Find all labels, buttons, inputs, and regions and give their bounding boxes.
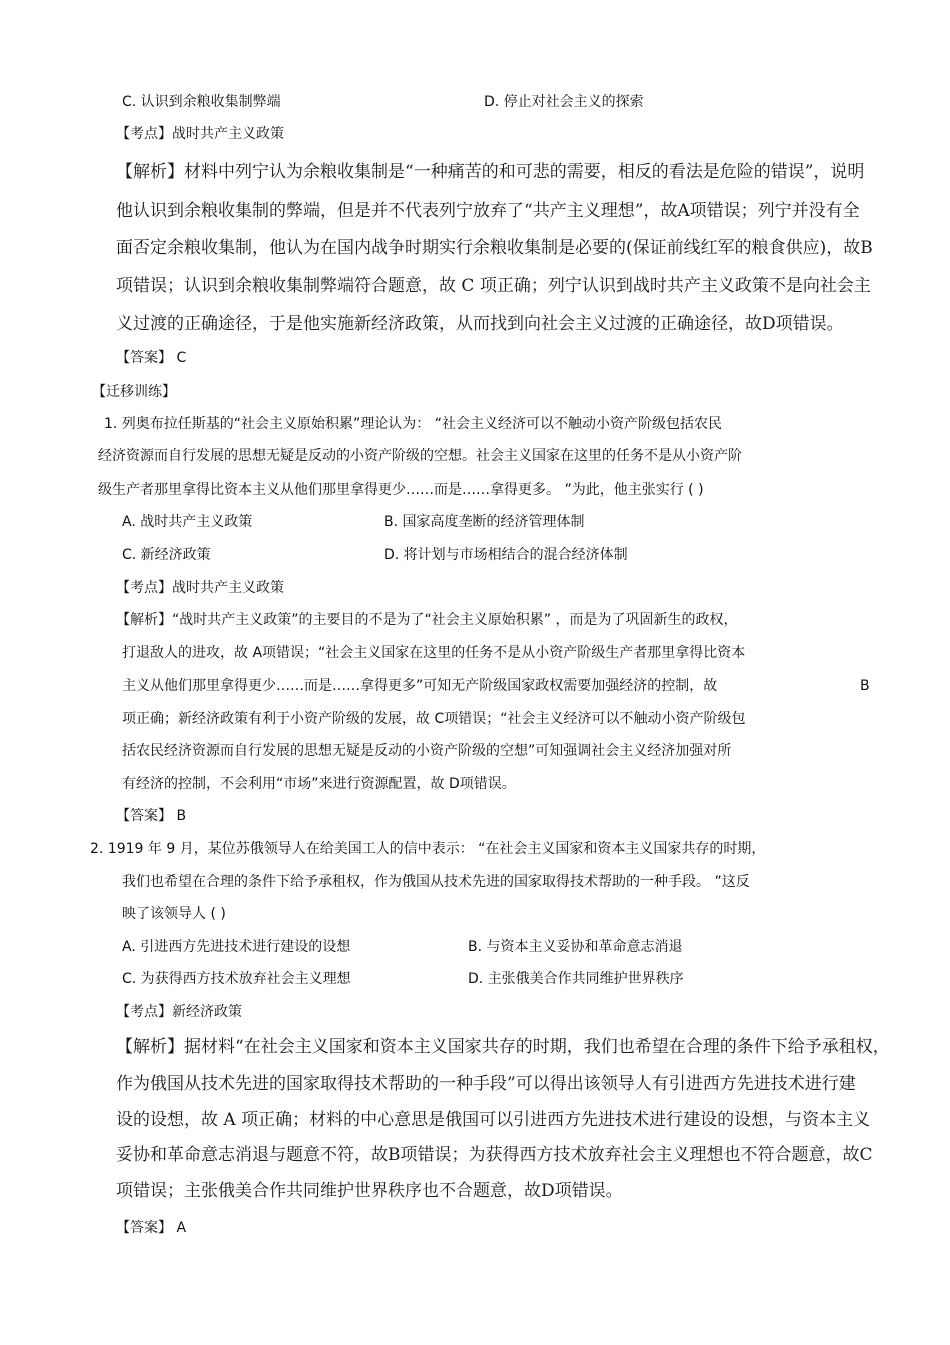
analysis-line: 项正确；新经济政策有利于小资产阶级的发展，故 C项错误；“社会主义经济可以不触动小资产阶级包 — [122, 711, 746, 727]
question-line: 1. 列奥布拉任斯基的“社会主义原始积累”理论认为： “社会主义经济可以不触动小资产阶级包括农民 — [104, 416, 723, 432]
option-a: A. 引进西方先进技术进行建设的设想 — [122, 939, 351, 955]
answer-label: 【答案】 B — [116, 808, 187, 824]
analysis-option-letter: B — [860, 678, 870, 694]
analysis-line: 义过渡的正确途径，于是他实施新经济政策，从而找到向社会主义过渡的正确途径，故D项错误。 — [116, 314, 844, 334]
analysis-line: 【解析】材料中列宁认为余粮收集制是“一种痛苦的和可悲的需要，相反的看法是危险的错误”，说明 — [116, 162, 865, 182]
option-d: D. 将计划与市场相结合的混合经济体制 — [384, 547, 628, 563]
option-c: C. 认识到余粮收集制弊端 — [122, 94, 281, 110]
analysis-line: 【解析】据材料“在社会主义国家和资本主义国家共存的时期，我们也希望在合理的条件下给予承租权， — [116, 1037, 890, 1057]
analysis-line: 项错误；主张俄美合作共同维护世界秩序也不合题意，故D项错误。 — [116, 1181, 623, 1201]
section-title: 【迁移训练】 — [92, 384, 176, 400]
option-d: D. 主张俄美合作共同维护世界秩序 — [468, 971, 684, 987]
analysis-line: 【解析】“战时共产主义政策”的主要目的不是为了“社会主义原始积累” ，而是为了巩固新生的政权， — [116, 612, 738, 628]
analysis-line: 妥协和革命意志消退与题意不符，故B项错误；为获得西方技术放弃社会主义理想也不符合题意，故C — [116, 1145, 873, 1165]
option-b: B. 与资本主义妥协和革命意志消退 — [468, 939, 683, 955]
kaodian-label: 【考点】战时共产主义政策 — [116, 580, 284, 596]
analysis-line: 项错误；认识到余粮收集制弊端符合题意，故 C 项正确；列宁认识到战时共产主义政策不是向社会主 — [116, 276, 871, 296]
analysis-line: 设的设想，故 A 项正确；材料的中心意思是俄国可以引进西方先进技术进行建设的设想，与资本主义 — [116, 1110, 871, 1130]
option-c: C. 为获得西方技术放弃社会主义理想 — [122, 971, 351, 987]
answer-label: 【答案】 A — [116, 1220, 187, 1236]
analysis-line: 打退敌人的进攻，故 A项错误；“社会主义国家在这里的任务不是从小资产阶级生产者那里拿得比资本 — [122, 645, 746, 661]
question-line: 经济资源而自行发展的思想无疑是反动的小资产阶级的空想。社会主义国家在这里的任务不是从小资产阶 — [98, 448, 742, 464]
option-a: A. 战时共产主义政策 — [122, 514, 253, 530]
analysis-line: 主义从他们那里拿得更少……而是……拿得更多”可知无产阶级国家政权需要加强经济的控制，故 — [122, 678, 718, 694]
question-line: 级生产者那里拿得比资本主义从他们那里拿得更少……而是……拿得更多。 ”为此，他主张实行 ( ) — [98, 482, 704, 498]
kaodian-label: 【考点】新经济政策 — [116, 1004, 242, 1020]
answer-label: 【答案】 C — [116, 350, 187, 366]
option-c: C. 新经济政策 — [122, 547, 211, 563]
analysis-line: 作为俄国从技术先进的国家取得技术帮助的一种手段”可以得出该领导人有引进西方先进技术进行建 — [116, 1074, 856, 1094]
analysis-line: 面否定余粮收集制，他认为在国内战争时期实行余粮收集制是必要的(保证前线红军的粮食供应)，故B — [116, 238, 873, 258]
analysis-line: 括农民经济资源而自行发展的思想无疑是反动的小资产阶级的空想”可知强调社会主义经济加强对所 — [122, 743, 732, 759]
question-line: 映了该领导人 ( ) — [122, 906, 226, 922]
option-d: D. 停止对社会主义的探索 — [484, 94, 644, 110]
option-b: B. 国家高度垄断的经济管理体制 — [384, 514, 585, 530]
kaodian-label: 【考点】战时共产主义政策 — [116, 126, 284, 142]
question-line: 2. 1919 年 9 月，某位苏俄领导人在给美国工人的信中表示： “在社会主义国家和资本主义国家共存的时期， — [90, 841, 766, 857]
analysis-line: 有经济的控制，不会利用“市场”来进行资源配置，故 D项错误。 — [122, 776, 516, 792]
question-line: 我们也希望在合理的条件下给予承租权，作为俄国从技术先进的国家取得技术帮助的一种手段。 ”这反 — [122, 874, 750, 890]
analysis-line: 他认识到余粮收集制的弊端，但是并不代表列宁放弃了“共产主义理想”，故A项错误；列宁并没有全 — [116, 201, 860, 221]
